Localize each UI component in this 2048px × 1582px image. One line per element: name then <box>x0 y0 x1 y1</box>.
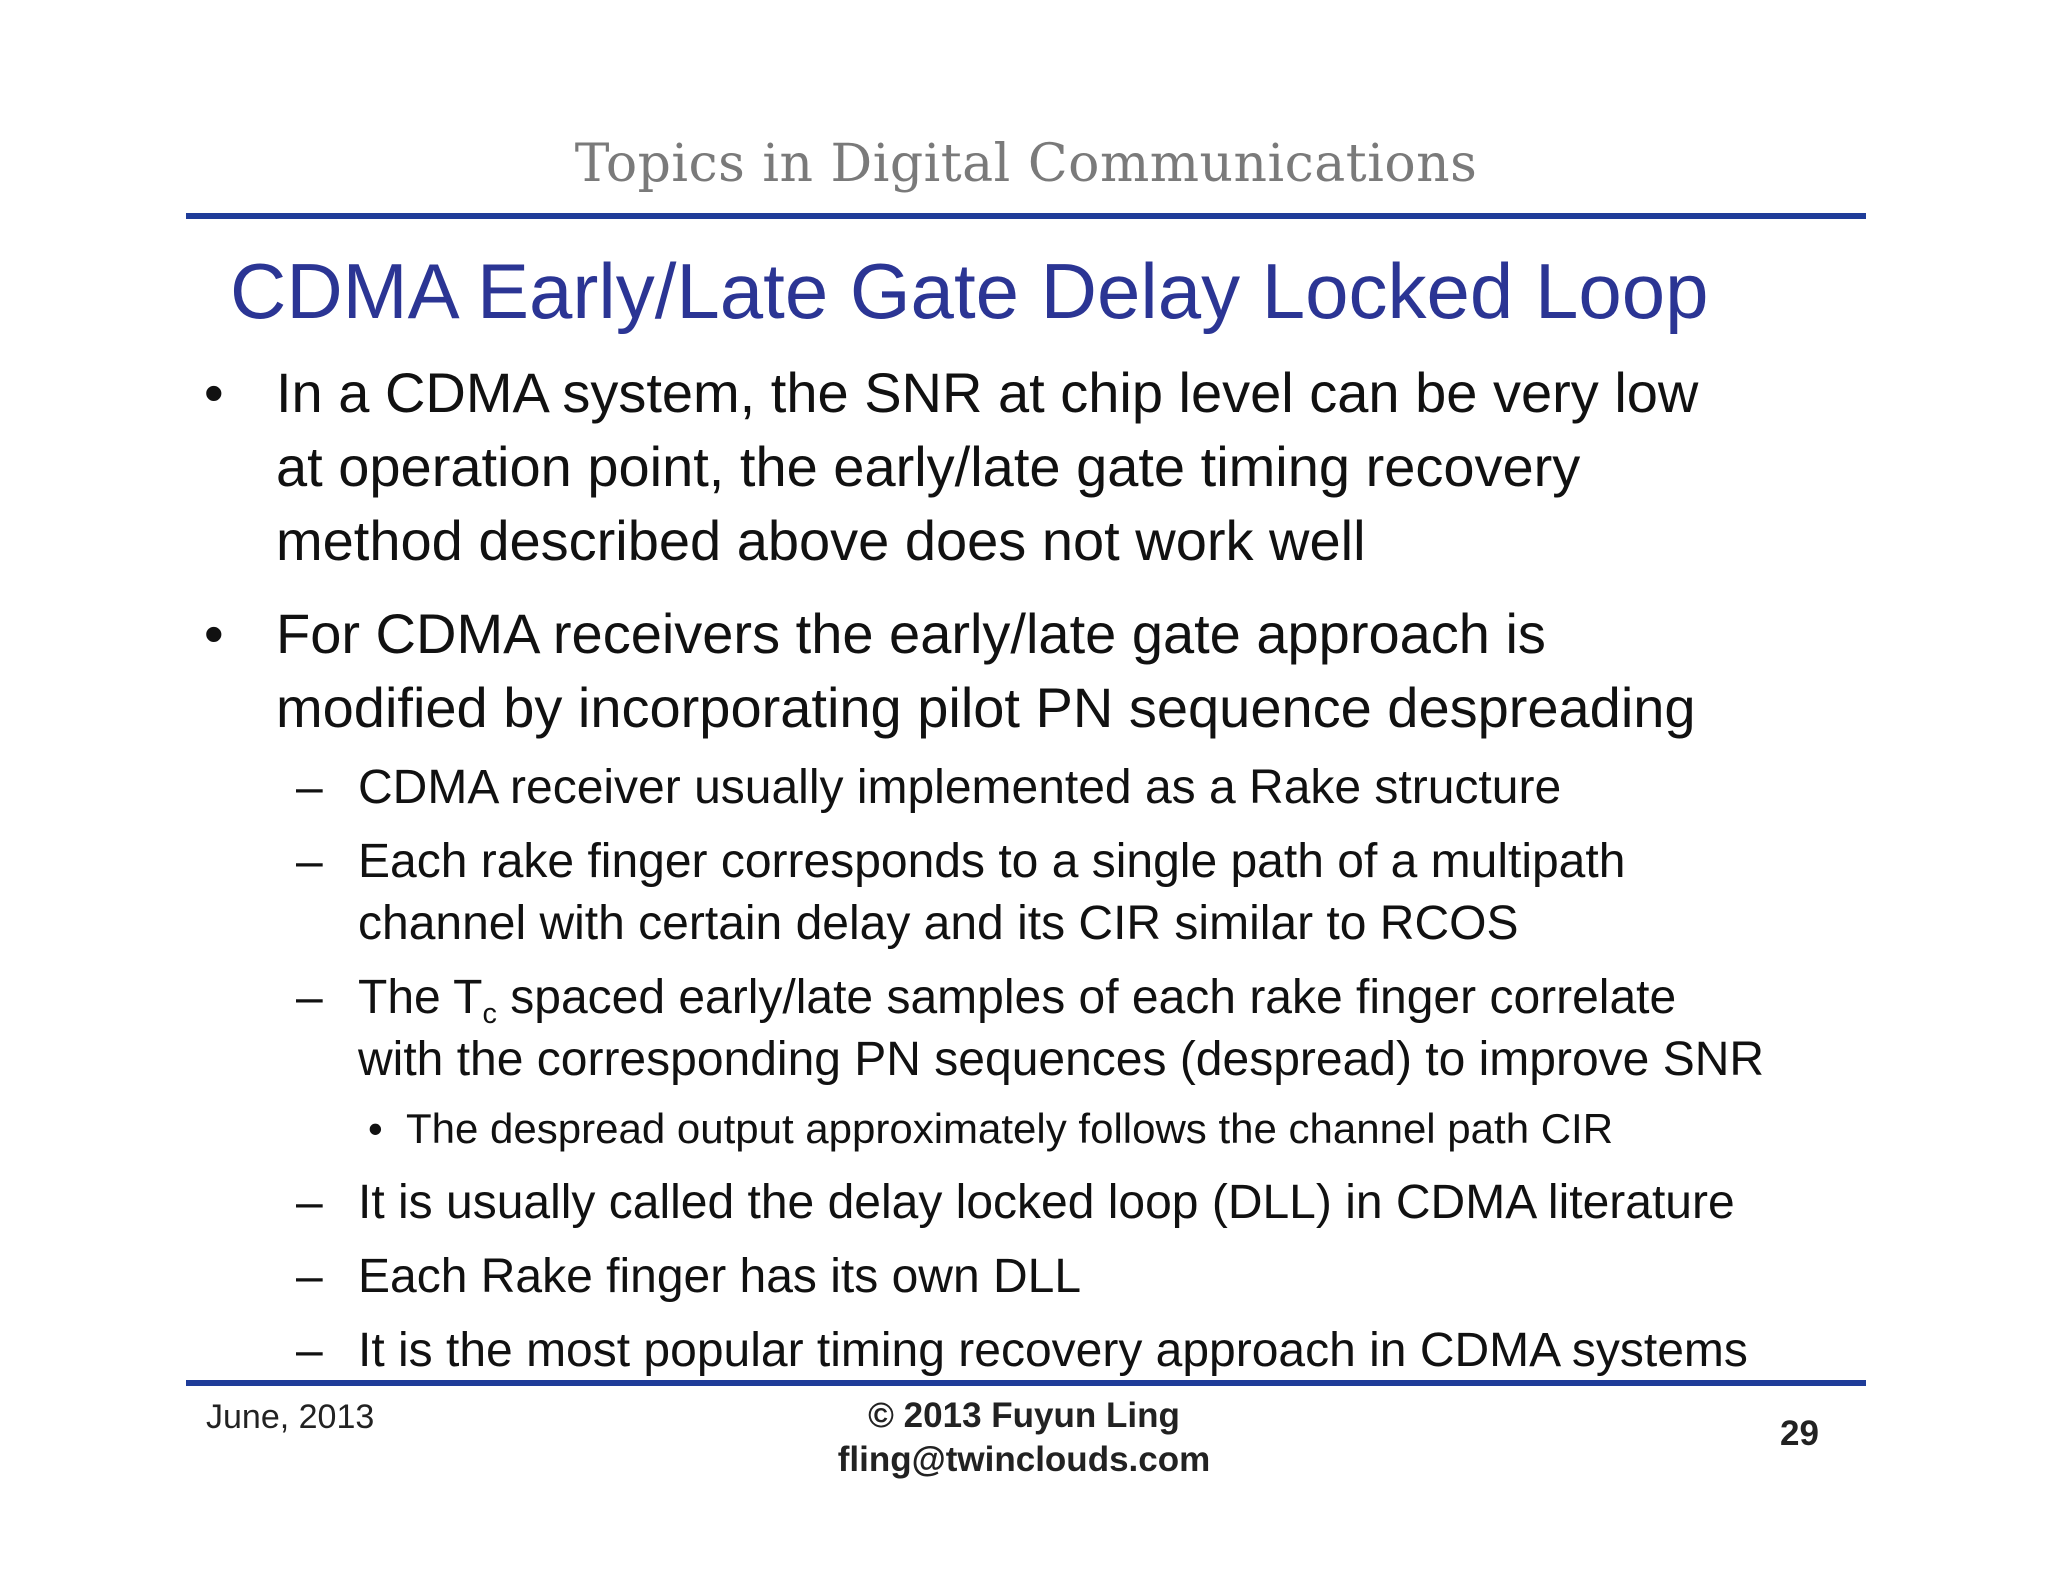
subscript-c: c <box>482 998 497 1031</box>
bullet-2-line-1: For CDMA receivers the early/late gate approach is <box>276 602 1546 665</box>
subitem-5-line-1: Each Rake finger has its own DLL <box>358 1250 1082 1303</box>
subitem-3-line-2: with the corresponding PN sequences (despread) to improve SNR <box>358 1033 1765 1086</box>
dash-marker: – <box>296 761 323 814</box>
subitem-2 <box>296 831 1626 955</box>
footer-rule <box>186 1380 1866 1386</box>
footer-copyright: © 2013 Fuyun Ling <box>868 1396 1180 1435</box>
subitem-1 <box>296 757 1562 819</box>
subitem-4 <box>296 1172 1735 1234</box>
subitem-1-line-1: CDMA receiver usually implemented as a Rake structure <box>358 761 1562 814</box>
slide-title: CDMA Early/Late Gate Delay Locked Loop <box>230 247 1709 335</box>
subsubitem-1-line-1: The despread output approximately follows the channel path CIR <box>406 1105 1614 1152</box>
subitem-5 <box>296 1246 1082 1308</box>
footer-date: June, 2013 <box>206 1398 375 1436</box>
subitem-4-line-1: It is usually called the delay locked loop (DLL) in CDMA literature <box>358 1176 1735 1229</box>
footer-credit <box>724 1394 1324 1482</box>
page-number: 29 <box>1780 1414 1819 1453</box>
footer-email: fling@twinclouds.com <box>837 1440 1211 1479</box>
dash-marker: – <box>296 1250 323 1303</box>
subitem-6-line-1: It is the most popular timing recovery approach in CDMA systems <box>358 1324 1748 1377</box>
bullet-1-line-2: at operation point, the early/late gate timing recovery <box>276 435 1581 498</box>
subitem-3-text-pre: The T <box>358 971 483 1024</box>
subsubitem-1 <box>368 1102 1614 1156</box>
bullet-marker: • <box>204 361 224 424</box>
bullet-2 <box>204 597 1696 745</box>
dash-marker: – <box>296 971 323 1024</box>
header-rule <box>186 213 1866 219</box>
dash-marker: – <box>296 835 323 888</box>
dash-marker: – <box>296 1324 323 1377</box>
bullet-marker: • <box>368 1105 383 1152</box>
dash-marker: – <box>296 1176 323 1229</box>
bullet-2-line-2: modified by incorporating pilot PN sequence despreading <box>276 676 1696 739</box>
course-title: Topics in Digital Communications <box>574 134 1478 194</box>
bullet-1-line-3: method described above does not work well <box>276 509 1366 572</box>
bullet-marker: • <box>204 602 224 665</box>
subitem-3-line-1 <box>358 967 1764 1029</box>
bullet-1 <box>204 356 1699 578</box>
bullet-1-line-1: In a CDMA system, the SNR at chip level can be very low <box>276 361 1699 424</box>
subitem-2-line-1: Each rake finger corresponds to a single path of a multipath <box>358 835 1626 888</box>
subitem-3-text-post: spaced early/late samples of each rake finger correlate <box>496 971 1677 1024</box>
subitem-2-line-2: channel with certain delay and its CIR similar to RCOS <box>358 897 1519 950</box>
subitem-3 <box>296 967 1765 1091</box>
subitem-6 <box>296 1320 1748 1382</box>
